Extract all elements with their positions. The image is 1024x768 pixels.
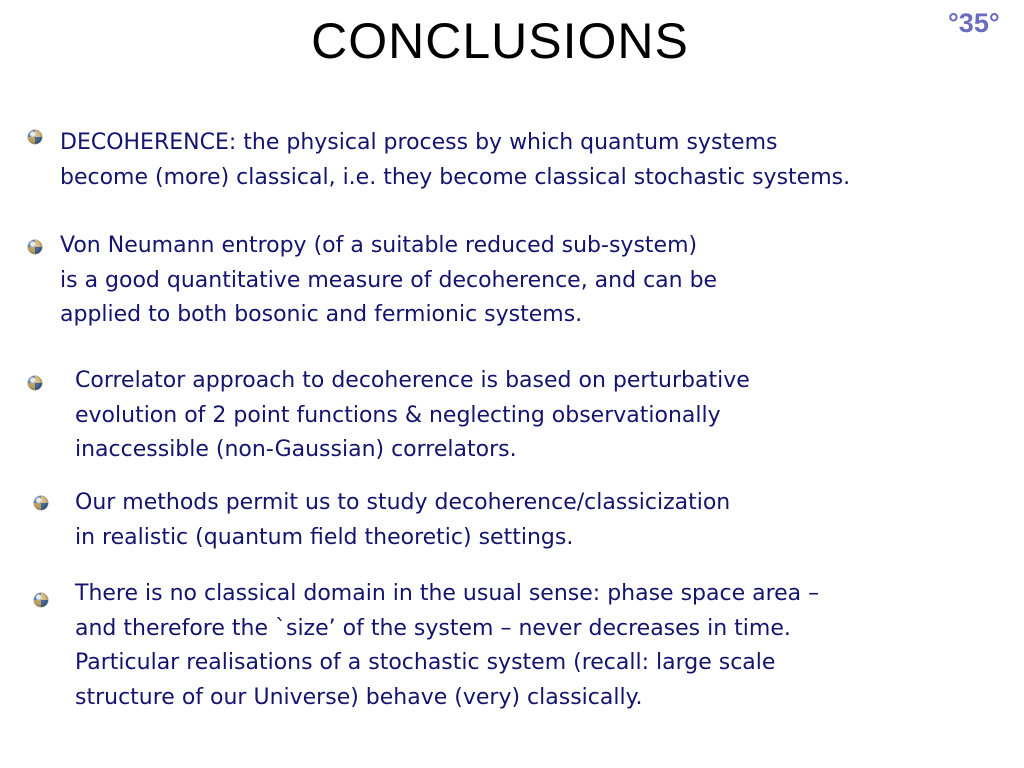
sphere-bullet-icon	[28, 376, 42, 390]
bullet-line: evolution of 2 point functions & neglecting observationally	[75, 402, 721, 428]
bullet-item-no-classical-domain	[75, 577, 819, 715]
bullet-line: inaccessible (non-Gaussian) correlators.	[75, 437, 517, 462]
bullet-line: applied to both bosonic and fermionic systems.	[60, 302, 583, 327]
bullet-line: DECOHERENCE: the physical process by which quantum systems	[60, 130, 778, 155]
bullet-line: in realistic (quantum field theoretic) settings.	[75, 524, 574, 550]
bullet-line: and therefore the `size’ of the system – never decreases in time.	[75, 615, 791, 641]
sphere-bullet-icon	[28, 240, 42, 254]
bullet-item-decoherence-definition	[60, 126, 850, 195]
bullet-line: Von Neumann entropy (of a suitable reduced sub-system)	[60, 233, 698, 258]
bullet-line: structure of our Universe) behave (very) classically.	[75, 684, 643, 710]
bullet-line: Particular realisations of a stochastic system (recall: large scale	[75, 650, 776, 675]
sphere-bullet-icon	[28, 130, 42, 144]
bullet-item-correlator-approach	[75, 364, 750, 468]
bullet-item-von-neumann-entropy	[60, 229, 717, 333]
slide-title: CONCLUSIONS	[311, 13, 689, 69]
bullet-line: become (more) classical, i.e. they become classical stochastic systems.	[60, 164, 851, 190]
sphere-bullet-icon	[34, 496, 48, 510]
bullet-line: There is no classical domain in the usual sense: phase space area –	[75, 581, 820, 606]
page-number: °35°	[948, 8, 1000, 38]
bullet-line: is a good quantitative measure of decoherence, and can be	[60, 267, 718, 293]
bullet-line: Our methods permit us to study decoherence/classicization	[75, 490, 731, 515]
sphere-bullet-icon	[34, 593, 48, 607]
bullet-line: Correlator approach to decoherence is based on perturbative	[75, 368, 750, 393]
bullet-item-our-methods	[75, 486, 730, 555]
